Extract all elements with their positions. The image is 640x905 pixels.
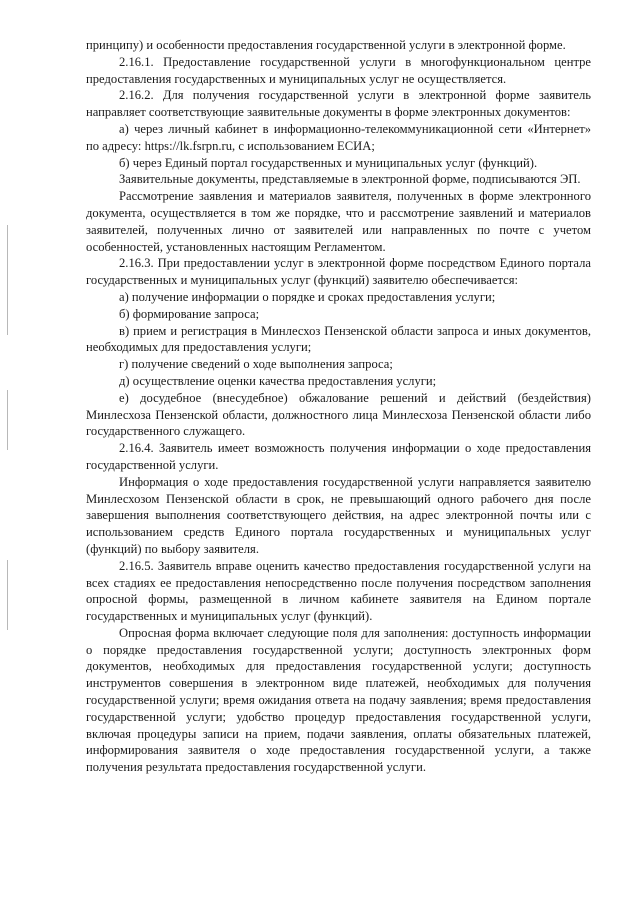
paragraph-2-16-1: 2.16.1. Предоставление государственной услуги в многофункциональном центре предоставления государственных и муниципальных услуг не осуществляется. bbox=[86, 54, 591, 86]
paragraph-signature: Заявительные документы, представляемые в электронной форме, подписываются ЭП. bbox=[119, 172, 581, 187]
list-item-a-cabinet: а) через личный кабинет в информационно-телекоммуникационной сети «Интернет» по адресу: https://lk.fsrpn.ru, с использованием ЕСИА; bbox=[86, 121, 591, 153]
paragraph-2-16-5: 2.16.5. Заявитель вправе оценить качество предоставления государственной услуги на всех стадиях ее предоставления непосредственно после получения посредством заполнения опросной формы, размещенной в личном кабинете заявителя на Едином портале государственных и муниципальных услуг (функций). bbox=[86, 558, 591, 624]
list-item-b-portal: б) через Единый портал государственных и муниципальных услуг (функций). bbox=[119, 155, 538, 170]
paragraph-continuation: принципу) и особенности предоставления государственной услуги в электронной форме. bbox=[86, 38, 566, 52]
paragraph-review: Рассмотрение заявления и материалов заявителя, полученных в форме электронного документа, осуществляется в том же порядке, что и рассмотрение заявлений и материалов заявителей, полученных лично от заявителей или направленных по почте с учетом особенностей, установленных настоящим Регламентом. bbox=[86, 189, 591, 254]
list-item-d-quality: д) осуществление оценки качества предоставления услуги; bbox=[119, 373, 437, 388]
paragraph-status-info: Информация о ходе предоставления государственной услуги направляется заявителю Минлесхозом Пензенской области в срок, не превышающий одного рабочего дня после завершения выполнения соответствующего действия, на адрес электронной почты или с использованием средств Единого портала государственных и муниципальных услуг (функций) по выбору заявителя. bbox=[86, 474, 591, 556]
document-page bbox=[86, 37, 591, 776]
scan-margin-mark bbox=[7, 390, 8, 450]
paragraph-survey-form: Опросная форма включает следующие поля для заполнения: доступность информации о порядке предоставления государственной услуги; доступность электронных форм документов, необходимых для предоставления государственной услуги; доступность инструментов совершения в электронном виде платежей, необходимых для получения государственной услуги; время ожидания ответа на подачу заявления; время предоставления государственной услуги; удобство процедур предоставления государственной услуги, включая процедуры записи на прием, подачи заявления, оплаты обязательных платежей, информирования заявителя о ходе предоставления государственной услуги, а также получения результата предоставления государственной услуги. bbox=[86, 625, 591, 775]
list-item-b-request: б) формирование запроса; bbox=[119, 306, 260, 321]
list-item-g-status: г) получение сведений о ходе выполнения запроса; bbox=[119, 357, 393, 372]
paragraph-2-16-2: 2.16.2. Для получения государственной услуги в электронной форме заявитель направляет соответствующие заявительные документы в форме электронных документов: bbox=[86, 88, 591, 120]
paragraph-2-16-4: 2.16.4. Заявитель имеет возможность получения информации о ходе предоставления государственной услуги. bbox=[86, 441, 591, 472]
paragraph-2-16-3: 2.16.3. При предоставлении услуг в электронной форме посредством Единого портала государственных и муниципальных услуг (функций) заявителю обеспечивается: bbox=[86, 256, 591, 288]
scan-margin-mark bbox=[7, 560, 8, 630]
list-item-e-appeal: е) досудебное (внесудебное) обжалование решений и действий (бездействия) Минлесхоза Пензенской области, должностного лица Минлесхоза Пензенской области либо государственного служащего. bbox=[86, 390, 591, 439]
list-item-a-info: а) получение информации о порядке и сроках предоставления услуги; bbox=[119, 289, 496, 304]
list-item-v-registration: в) прием и регистрация в Минлесхоз Пензенской области запроса и иных документов, необходимых для предоставления услуги; bbox=[86, 323, 591, 355]
scan-margin-mark bbox=[7, 225, 8, 335]
